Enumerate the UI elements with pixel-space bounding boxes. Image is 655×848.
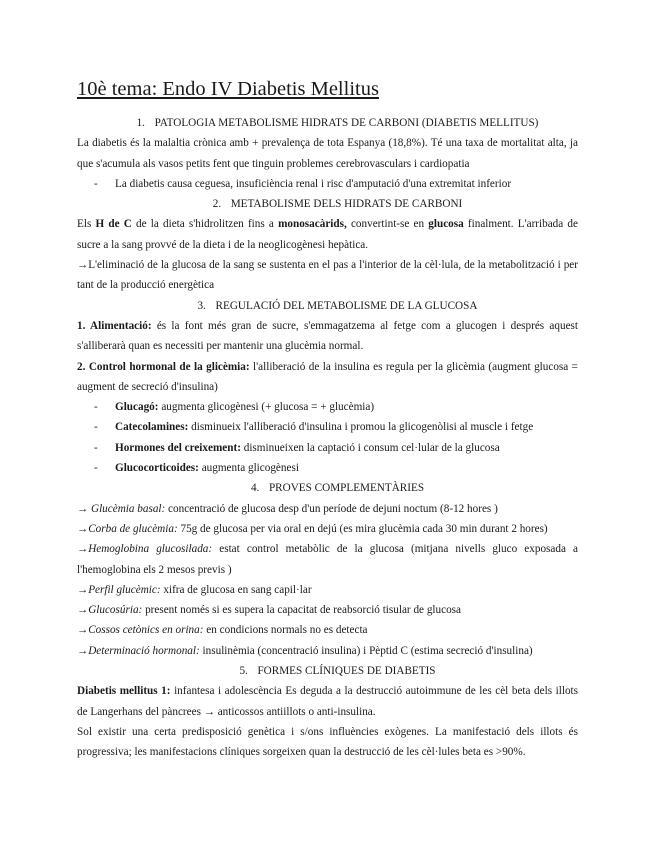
test-text: insulinèmia (concentració insulina) i Pèptid C (estima secreció d'insulina)	[199, 644, 533, 657]
test-text: xifra de glucosa en sang capil·lar	[160, 583, 312, 596]
section-3-alimentacio	[77, 316, 578, 357]
section-2-title: METABOLISME DELS HIDRATS DE CARBONI	[230, 198, 463, 211]
bullet-dash: -	[94, 421, 98, 434]
hormone-label: Glucocorticoides:	[115, 462, 199, 475]
hormone-bullet	[77, 397, 578, 417]
bullet-dash: -	[94, 177, 98, 190]
text-run: de la dieta s'hidrolitzen fins a	[131, 218, 279, 231]
test-label: Corba de glucèmia:	[88, 522, 178, 535]
section-2-number: 2.	[212, 198, 222, 211]
section-4-number: 4.	[250, 482, 260, 495]
section-4-title: PROVES COMPLEMENTÀRIES	[268, 482, 425, 495]
hormone-text: augmenta glicogènesi	[198, 462, 299, 475]
section-5-paragraph-2: Sol existir una certa predisposició genètica i s/ons influències exògenes. La manifestació dels illots és progressiva; les manifestacions clíniques sorgeixen quan la destrucció de les cèl·lules beta es >90%.	[77, 725, 578, 759]
control-hormonal-label: 2. Control hormonal de la glicèmia:	[77, 360, 250, 373]
arrow-icon: →	[77, 583, 89, 596]
page-title: 10è tema: Endo IV Diabetis Mellitus	[77, 78, 379, 100]
test-label: Perfil glucèmic:	[88, 583, 161, 596]
hormone-bullet	[77, 458, 578, 478]
hormone-bullet	[77, 417, 578, 437]
arrow-icon: →	[77, 522, 89, 535]
section-1-title: PATOLOGIA METABOLISME HIDRATS DE CARBONI (DIABETIS MELLITUS)	[154, 117, 539, 129]
section-3-title: REGULACIÓ DEL METABOLISME DE LA GLUCOSA	[215, 299, 478, 312]
test-text: concentració de glucosa desp d'un període de dejuni noctum (8-12 hores )	[165, 502, 498, 515]
section-2-paragraph-2: →L'eliminació de la glucosa de la sang se sustenta en el pas a l'interior de la cèl·lula, de la metabolització i per tant de la producció energètica	[77, 259, 578, 292]
test-label: Cossos cetònics en orina:	[88, 624, 204, 637]
hormone-label: Catecolamines:	[115, 421, 189, 434]
test-label: Hemoglobina glucosilada:	[88, 543, 213, 556]
hormone-label: Hormones del creixement:	[115, 441, 241, 454]
bullet-dash: -	[94, 441, 98, 454]
section-5-dm1	[77, 681, 578, 722]
section-5-title: FORMES CLÍNIQUES DE DIABETIS	[257, 665, 436, 678]
hormone-bullet	[77, 438, 578, 458]
test-text: 75g de glucosa per via oral en dejú (es mira glucèmia cada 30 min durant 2 hores)	[177, 522, 548, 535]
dm1-label: Diabetis mellitus 1:	[77, 685, 171, 698]
control-hormonal-text: l'alliberació de la insulina es regula per la glicèmia (augment glucosa = augment de secreció d'insulina)	[77, 360, 578, 393]
bold-term-glucosa: glucosa	[428, 218, 464, 231]
section-3-control-hormonal	[77, 357, 578, 398]
test-text: present només si es supera la capacitat de reabsorció tisular de glucosa	[142, 604, 461, 617]
section-1-heading	[77, 113, 578, 133]
section-5-number: 5.	[239, 665, 248, 678]
arrow-icon: →	[77, 644, 89, 657]
test-item	[77, 580, 578, 600]
hormone-label: Glucagó:	[115, 401, 159, 414]
test-item	[77, 519, 578, 539]
test-label: Determinació hormonal:	[88, 644, 200, 657]
test-item	[77, 499, 578, 519]
test-label: Glucèmia basal:	[90, 502, 166, 515]
bold-term-hdc: H de C	[95, 218, 132, 231]
section-2-paragraph-1	[77, 214, 578, 255]
arrow-icon: →	[77, 604, 89, 617]
test-item	[77, 620, 578, 640]
text-run: finalment. L'arribada de sucre a la sang provvé de la dieta i de la neoglicogènesi hepàtica.	[77, 218, 578, 251]
section-4-heading	[77, 478, 578, 498]
hormone-text: augmenta glicogènesi (+ glucosa = + glucèmia)	[158, 401, 375, 414]
alimentacio-label: 1. Alimentació:	[77, 319, 152, 332]
dm1-text: infantesa i adolescència Es deguda a la destrucció autoimmune de les cèl beta dels illots de Langerhans del pàncrees → anticossos antiillots o anti-insulina.	[77, 685, 578, 718]
hormone-text: disminueix l'alliberació d'insulina i promou la glicogenòlisi al muscle i fetge	[188, 421, 534, 434]
arrow-icon: →	[77, 624, 89, 637]
section-3-number: 3.	[197, 299, 206, 312]
section-1-number: 1.	[136, 117, 145, 129]
section-1-bullet	[77, 174, 578, 194]
bold-term-monosacarids: monosacàrids,	[278, 218, 347, 231]
section-1-paragraph: La diabetis és la malaltia crònica amb + prevalença de tota Espanya (18,8%). Té una taxa de mortalitat alta, ja que s'acumula als vasos petits fent que tinguin problemes cerebrovasculars i cardiopatia	[77, 137, 578, 170]
arrow-icon: →	[77, 502, 91, 515]
test-item	[77, 641, 578, 661]
arrow-icon: →	[77, 543, 89, 556]
text-run: convertint-se en	[346, 218, 429, 231]
test-text: en condicions normals no es detecta	[203, 624, 368, 637]
alimentacio-text: és la font més gran de sucre, s'emmagatzema al fetge com a glucogen i després aquest s'alliberarà quan es necessiti per mantenir una glucèmia normal.	[77, 319, 578, 353]
bullet-dash: -	[94, 401, 98, 414]
test-item	[77, 539, 578, 580]
test-text: estat control metabòlic de la glucosa (mitjana nivells gluco exposada a l'hemoglobina els 2 mesos previs )	[77, 543, 578, 576]
section-2-heading	[77, 194, 578, 214]
section-3-heading	[77, 296, 578, 316]
bullet-dash: -	[94, 462, 98, 475]
hormone-text: disminueixen la captació i consum cel·lular de la glucosa	[240, 441, 500, 454]
text-run: Els	[77, 218, 96, 231]
test-item	[77, 600, 578, 620]
test-label: Glucosúria:	[88, 604, 143, 617]
section-1-bullet-text: La diabetis causa ceguesa, insuficiència renal i risc d'amputació d'una extremitat inferior	[115, 177, 512, 190]
section-5-heading	[77, 661, 578, 681]
